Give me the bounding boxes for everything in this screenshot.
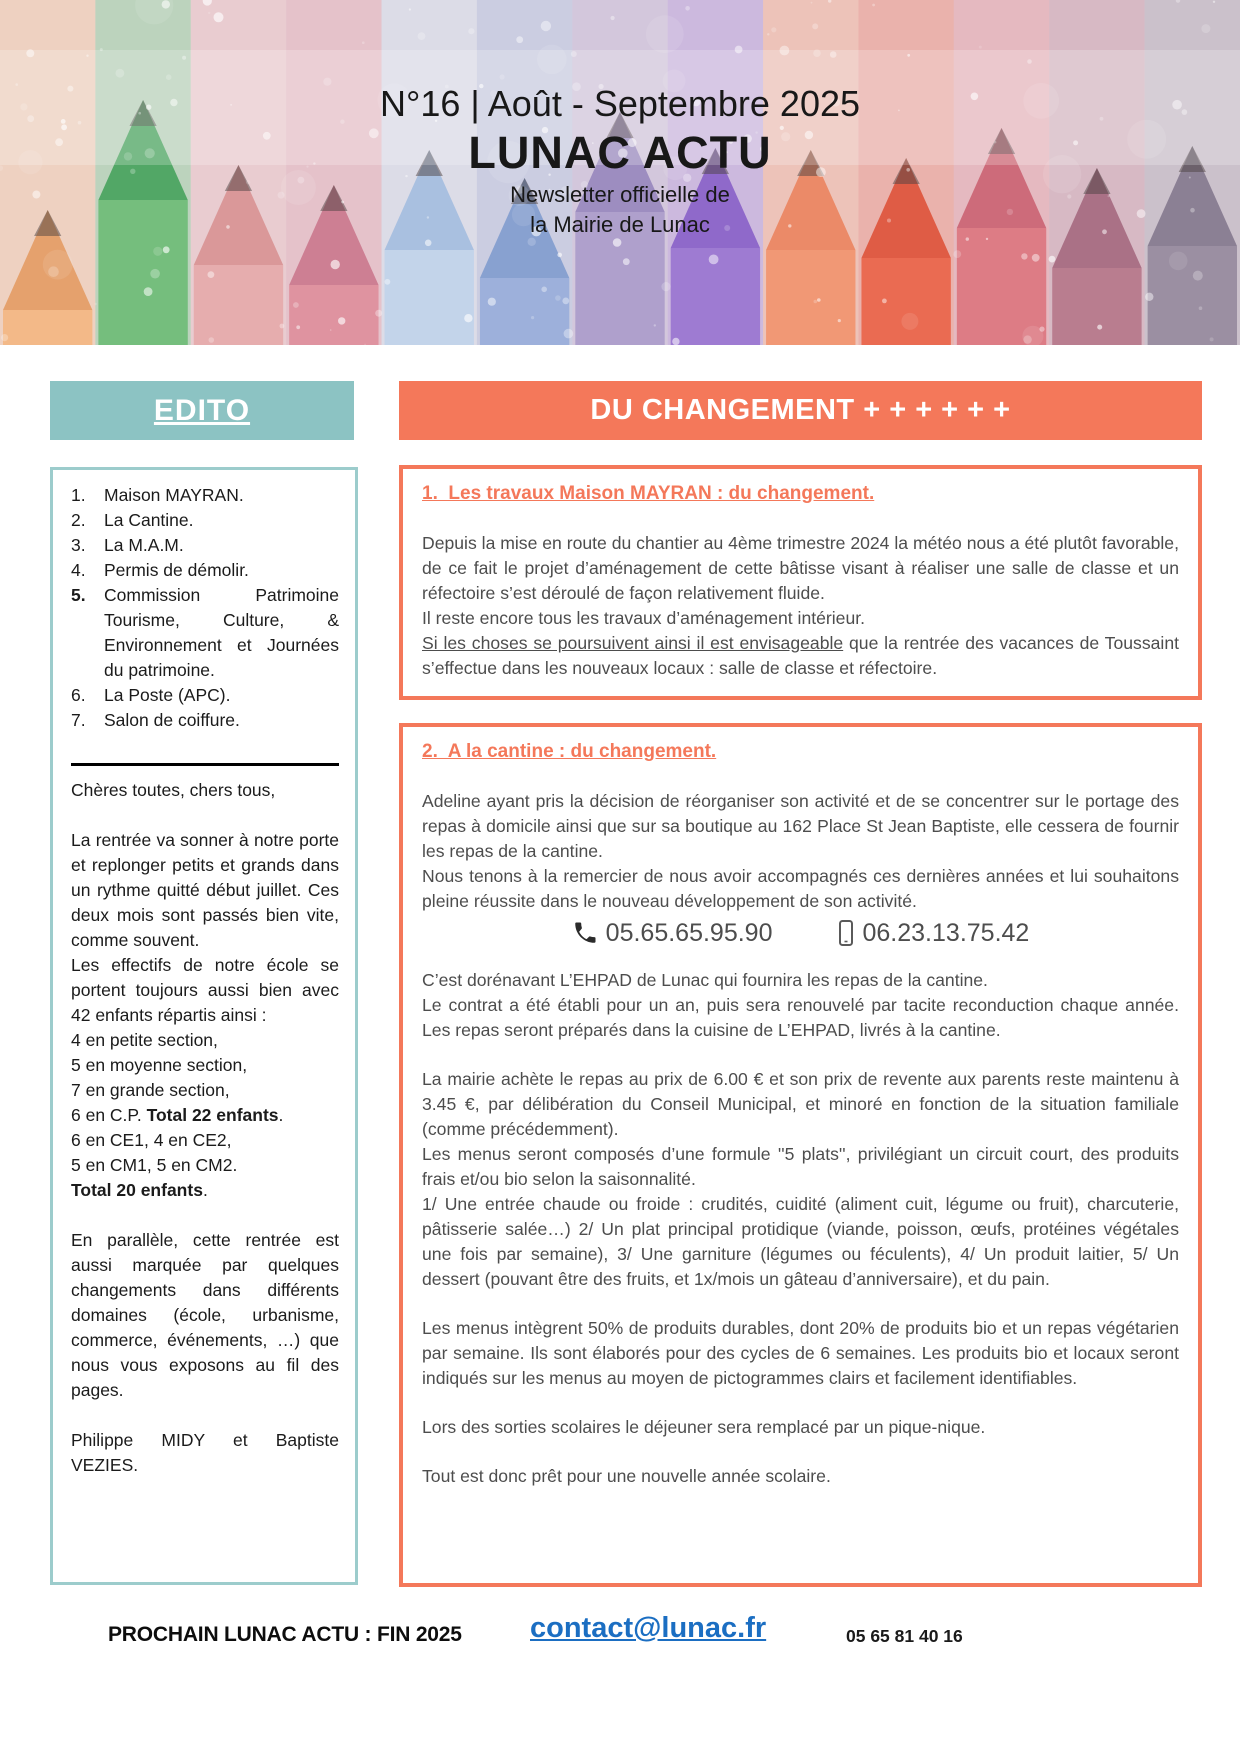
mobile-entry [837,916,1030,950]
article-2-title: 2. A la cantine : du changement. [422,741,717,762]
article-paragraph: Depuis la mise en route du chantier au 4ème trimestre 2024 la météo nous a été plutôt favorable, de ce fait le projet d’aménagement de cette bâtisse visant à réaliser une salle de classe et un réfectoire s’est déroulé de façon relativement fluide. [422,533,1179,603]
table-of-contents [71,483,339,733]
edito-paragraph: En parallèle, cette rentrée est aussi marquée par quelques changements dans différents domaines (école, urbanisme, commerce, événements, …) que nous vous exposons au fil des pages. [71,1230,339,1400]
article-paragraph: Adeline ayant pris la décision de réorganiser son activité et de se concentrer sur le portage des repas à domicile ainsi que sur sa boutique au 162 Place St Jean Baptiste, elle cessera de fournir les repas de la cantine. [422,791,1179,861]
edito-box [50,467,358,1585]
edito-line-petite-section: 4 en petite section, [71,1030,218,1050]
edito-signature: Philippe MIDY et Baptiste VEZIES. [71,1430,339,1475]
phone-row [422,916,1179,950]
issue-line: N°16 | Août - Septembre 2025 [379,83,861,124]
du-changement-heading: DU CHANGEMENT + + + + + + [590,394,1011,426]
total-20-enfants: Total 20 enfants [71,1180,203,1200]
toc-item: 3. La M.A.M. [71,535,184,555]
article-paragraph: Nous tenons à la remercier de nous avoir accompagnés ces dernières années et lui souhaitons pleine réussite dans le nouveau développement de son activité. [422,866,1179,911]
underlined-phrase: Si les choses se poursuivent ainsi il est envisageable [422,633,844,653]
newsletter-title: LUNAC ACTU [468,127,772,178]
article-paragraph: Les menus seront composés d’une formule ''5 plats'', privilégiant un circuit court, des produits frais et/ou bio selon la saisonnalité. [422,1144,1179,1189]
article-paragraph: La mairie achète le repas au prix de 6.00 € et son prix de revente aux parents reste maintenu à 3.45 €, par délibération du Conseil Municipal, et minoré en fonction de la situation familiale (comme précédemment). [422,1069,1179,1139]
total-22-enfants: Total 22 enfants [146,1105,279,1125]
footer-phone-number: 05 65 81 40 16 [846,1626,963,1646]
article-paragraph: Tout est donc prêt pour une nouvelle année scolaire. [422,1466,831,1486]
article-paragraph: Les menus intègrent 50% de produits durables, dont 20% de produits bio et un repas végétarien par semaine. Ils sont élaborés pour des cycles de 6 semaines. Les produits bio et locaux seront indiqués sur les menus au moyen de pictogrammes clairs et facilement identifiables. [422,1318,1179,1388]
edito-paragraph: Les effectifs de notre école se portent toujours aussi bien avec 42 enfants répartis ainsi : [71,955,339,1025]
toc-item: 5. Commission Patrimoine Tourisme, Culture, & Environnement et Journées du patrimoine. [71,585,339,680]
next-issue-text: PROCHAIN LUNAC ACTU : FIN 2025 [108,1623,462,1646]
toc-item: 4. Permis de démolir. [71,560,249,580]
article-1-box [399,465,1202,700]
subtitle-line-1: Newsletter officielle de [510,182,730,207]
edito-line-cp: 6 en C.P. Total 22 enfants. [71,1105,284,1125]
subtitle-line-2: la Mairie de Lunac [530,212,710,237]
article-paragraph: Si les choses se poursuivent ainsi il est envisageable que la rentrée des vacances de Toussaint s’effectue dans les nouveaux locaux : salle de classe et réfectoire. [422,633,1180,678]
email-link[interactable]: contact@lunac.fr [530,1612,767,1644]
edito-line-cm: 5 en CM1, 5 en CM2. [71,1155,238,1175]
edito-line-moyenne-section: 5 en moyenne section, [71,1055,248,1075]
mobile-number: 06.23.13.75.42 [862,919,1030,947]
landline-number: 05.65.65.95.90 [605,919,773,947]
toc-item: 2. La Cantine. [71,510,194,530]
toc-item: 6. La Poste (APC). [71,685,231,705]
mobile-phone-icon [837,919,855,947]
edito-line-total: Total 20 enfants. [71,1180,208,1200]
edito-greeting: Chères toutes, chers tous, [71,780,276,800]
article-paragraph: Il reste encore tous les travaux d’aménagement intérieur. [422,608,866,628]
edito-heading-bar [50,381,354,440]
masthead-text [0,82,1240,240]
edito-line-grande-section: 7 en grande section, [71,1080,230,1100]
masthead [0,0,1240,345]
article-paragraph: Lors des sorties scolaires le déjeuner sera remplacé par un pique-nique. [422,1417,986,1437]
article-paragraph: Le contrat a été établi pour un an, puis sera renouvelé par tacite reconduction chaque année. Les repas seront préparés dans la cuisine de L’EHPAD, livrés à la cantine. [422,995,1179,1040]
article-1-title: 1. Les travaux Maison MAYRAN : du changement. [422,483,875,504]
separator-line [71,763,339,766]
article-paragraph: C’est dorénavant L’EHPAD de Lunac qui fournira les repas de la cantine. [422,970,988,990]
toc-item: 1. Maison MAYRAN. [71,485,244,505]
phone-receiver-icon [572,920,598,946]
edito-line-ce: 6 en CE1, 4 en CE2, [71,1130,232,1150]
edito-heading: EDITO [153,393,251,427]
landline-entry [572,916,773,950]
article-2-box [399,723,1202,1587]
article-paragraph: 1/ Une entrée chaude ou froide : crudités, cuidité (aliment cuit, légume ou fruit), charcuterie, pâtisserie salée…) 2/ Un plat principal protidique (viande, poisson, œufs, protéines végétales une fois par semaine), 3/ Une garniture (légumes ou féculents), 4/ Un produit laitier, 5/ Un dessert (pouvant être des fruits, et 1x/mois un gâteau d’anniversaire), et du pain. [422,1194,1179,1289]
edito-paragraph: La rentrée va sonner à notre porte et replonger petits et grands dans un rythme quitté début juillet. Ces deux mois sont passés bien vite, comme souvent. [71,830,339,950]
du-changement-heading-bar [399,381,1202,440]
toc-item: 7. Salon de coiffure. [71,710,240,730]
